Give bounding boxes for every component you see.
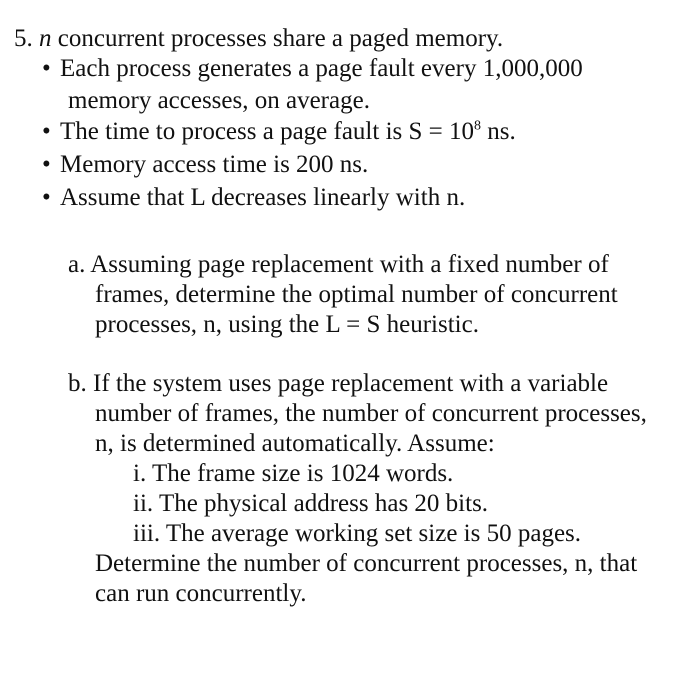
part-b-subitem: [133, 519, 581, 549]
bullet-text: Assume that L decreases linearly with n.: [60, 184, 466, 211]
question-header: [14, 24, 503, 54]
bullet-item: [42, 54, 583, 84]
part-b-text: iii. The average working set size is 50 pages.: [133, 520, 582, 547]
bullet-text: Each process generates a page fault every 1,000,000: [60, 55, 583, 82]
part-b-text: number of frames, the number of concurrent processes,: [95, 400, 647, 427]
bullet-text-tail: ns.: [481, 118, 516, 145]
part-b-text: ii. The physical address has 20 bits.: [133, 490, 489, 517]
part-a-line: [95, 310, 479, 340]
part-b-line: [95, 549, 637, 579]
variable-n: n: [39, 25, 52, 52]
exponent: 8: [474, 118, 482, 134]
part-b-line: [68, 369, 608, 399]
part-a-text: processes, n, using the L = S heuristic.: [95, 311, 479, 338]
part-a-text: frames, determine the optimal number of concurrent: [95, 281, 618, 308]
bullet-text: Memory access time is 200 ns.: [60, 151, 369, 178]
part-b-text: n, is determined automatically. Assume:: [95, 430, 495, 457]
part-b-text: can run concurrently.: [95, 580, 307, 607]
bullet-mark: •: [42, 55, 51, 82]
part-a-text: a. Assuming page replacement with a fixed number of: [68, 251, 609, 278]
part-a-line: [68, 250, 609, 280]
bullet-text: The time to process a page fault is S = 10: [60, 118, 475, 145]
part-b-text: i. The frame size is 1024 words.: [133, 460, 454, 487]
bullet-mark: •: [42, 184, 51, 211]
part-b-line: [95, 579, 306, 609]
part-a-line: [95, 280, 618, 310]
part-b-subitem: [133, 489, 488, 519]
bullet-item: [42, 150, 368, 180]
bullet-continuation: [68, 86, 370, 116]
bullet-item: [42, 183, 465, 213]
part-b-line: [95, 399, 647, 429]
part-b-text: b. If the system uses page replacement with a variable: [68, 370, 609, 397]
part-b-line: [95, 429, 495, 459]
part-b-subitem: [133, 459, 453, 489]
bullet-text: memory accesses, on average.: [68, 87, 370, 114]
bullet-item: [42, 117, 516, 147]
bullet-mark: •: [42, 118, 51, 145]
part-b-text: Determine the number of concurrent processes, n, that: [95, 550, 638, 577]
question-number: 5.: [14, 25, 33, 52]
bullet-mark: •: [42, 151, 51, 178]
question-intro: concurrent processes share a paged memory.: [57, 25, 504, 52]
